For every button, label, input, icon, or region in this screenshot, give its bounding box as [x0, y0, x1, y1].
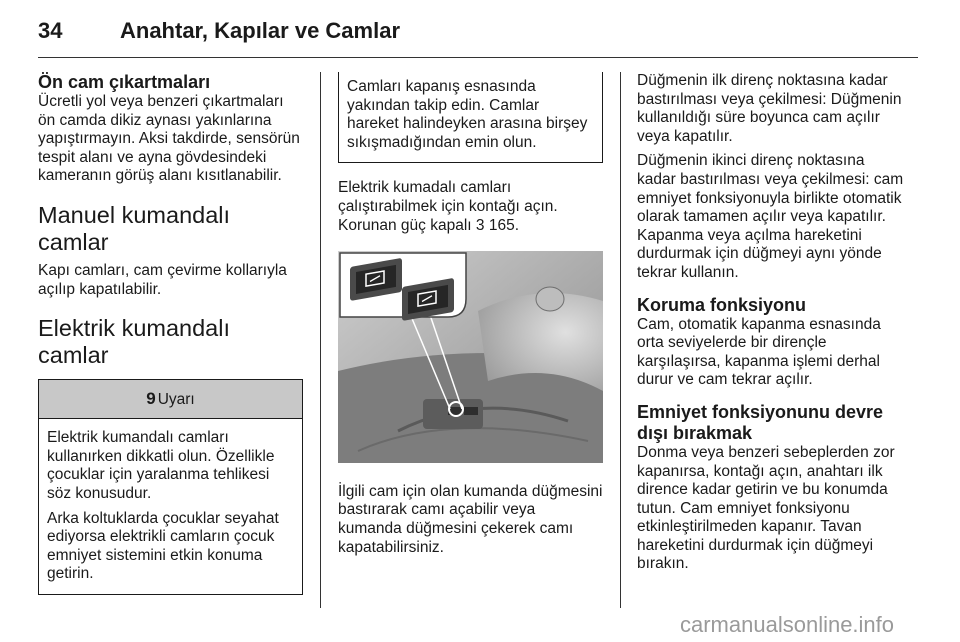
watermark: carmanualsonline.info [680, 612, 895, 637]
header-divider [38, 57, 918, 58]
column-1 [38, 72, 303, 595]
page-ref-icon: 3 [475, 216, 485, 234]
warning-continued-box [338, 72, 603, 163]
warning-continued-text: Camları kapanış esnasında yakından takip edin. Camlar hareket halindeyken arasına birşey sıkışmadığından emin olun. [347, 78, 588, 151]
column-3 [637, 72, 905, 574]
override-heading: Emniyet fonksiyonunu devre dışı bırakmak [637, 401, 884, 443]
windscreen-stickers-heading: Ön cam çıkartmaları [38, 72, 211, 92]
switch-operation-text: İlgili cam için olan kumanda düğmesini bastırarak camı açabilir veya kumanda düğmesini çekerek camı kapatabilirsiniz. [338, 482, 603, 556]
page-number: 34 [38, 18, 63, 43]
power-windows-heading: Elektrik kumandalı camlar [38, 315, 230, 369]
first-detent-text: Düğmenin ilk direnç noktasına kadar bastırılması veya çekilmesi: Düğmenin kullanıldığı süre boyunca cam açılır veya kapatılır. [637, 72, 902, 145]
windscreen-stickers-text: Ücretli yol veya benzeri çıkartmaları ön camda dikiz aynası yakınlarına yapıştırmayın. Aksi takdirde, sensörün tespit alanı ve ayna gövdesindeki kameranın görüş alanı kısıtlanabilir. [38, 93, 300, 185]
warning-title: Uyarı [157, 391, 195, 409]
window-switch-photo [338, 251, 603, 463]
protection-heading: Koruma fonksiyonu [637, 294, 807, 315]
page-header [38, 14, 918, 54]
manual-windows-text: Kapı camları, cam çevirme kollarıyla açılıp kapatılabilir. [38, 261, 287, 298]
warning-paragraph-1: Elektrik kumandalı camları kullanırken dikkatli olun. Özellikle çocuklar için yaralanma tehlikesi söz konusudur. [47, 429, 275, 502]
warning-header [39, 379, 302, 419]
operation-text: Elektrik kumadalı camları çalıştırabilmek için kontağı açın. Korunan güç kapalı 3 165. [338, 179, 558, 234]
warning-paragraph-2: Arka koltuklarda çocuklar seyahat ediyorsa elektrikli camların çocuk emniyet sistemini etkin konuma getirin. [47, 509, 279, 583]
page-ref-number: 165. [488, 216, 519, 234]
manual-windows-heading: Manuel kumandalı camlar [38, 201, 231, 255]
warning-body [39, 419, 302, 594]
override-text: Donma veya benzeri sebeplerden zor kapanırsa, kontağı açın, anahtarı ilk dirence kadar getirin ve bu konumda tutun. Cam emniyet fonksiyonu etkinleştirilmeden kapanır. Tavan hareketini durdurmak için düğmeyi bırakın. [637, 443, 895, 573]
second-detent-text: Düğmenin ikinci direnç noktasına kadar bastırılması veya çekilmesi: cam emniyet fonksiyonuyla birlikte otomatik olarak tamamen açılır veya kapatılır. Kapanma veya açılma hareketini durdurmak için düğmeyi aynı yönde tekrar kullanın. [637, 152, 904, 281]
chapter-title: Anahtar, Kapılar ve Camlar [120, 18, 401, 43]
protection-text: Cam, otomatik kapanma esnasında orta seviyelerde bir dirençle karşılaşırsa, kapanma işlemi derhal durur ve cam tekrar açılır. [637, 315, 881, 389]
column-divider-2 [620, 72, 621, 608]
column-divider-1 [320, 72, 321, 608]
warning-box [38, 379, 303, 595]
column-2 [338, 72, 603, 557]
warning-icon: 9 [146, 389, 156, 409]
